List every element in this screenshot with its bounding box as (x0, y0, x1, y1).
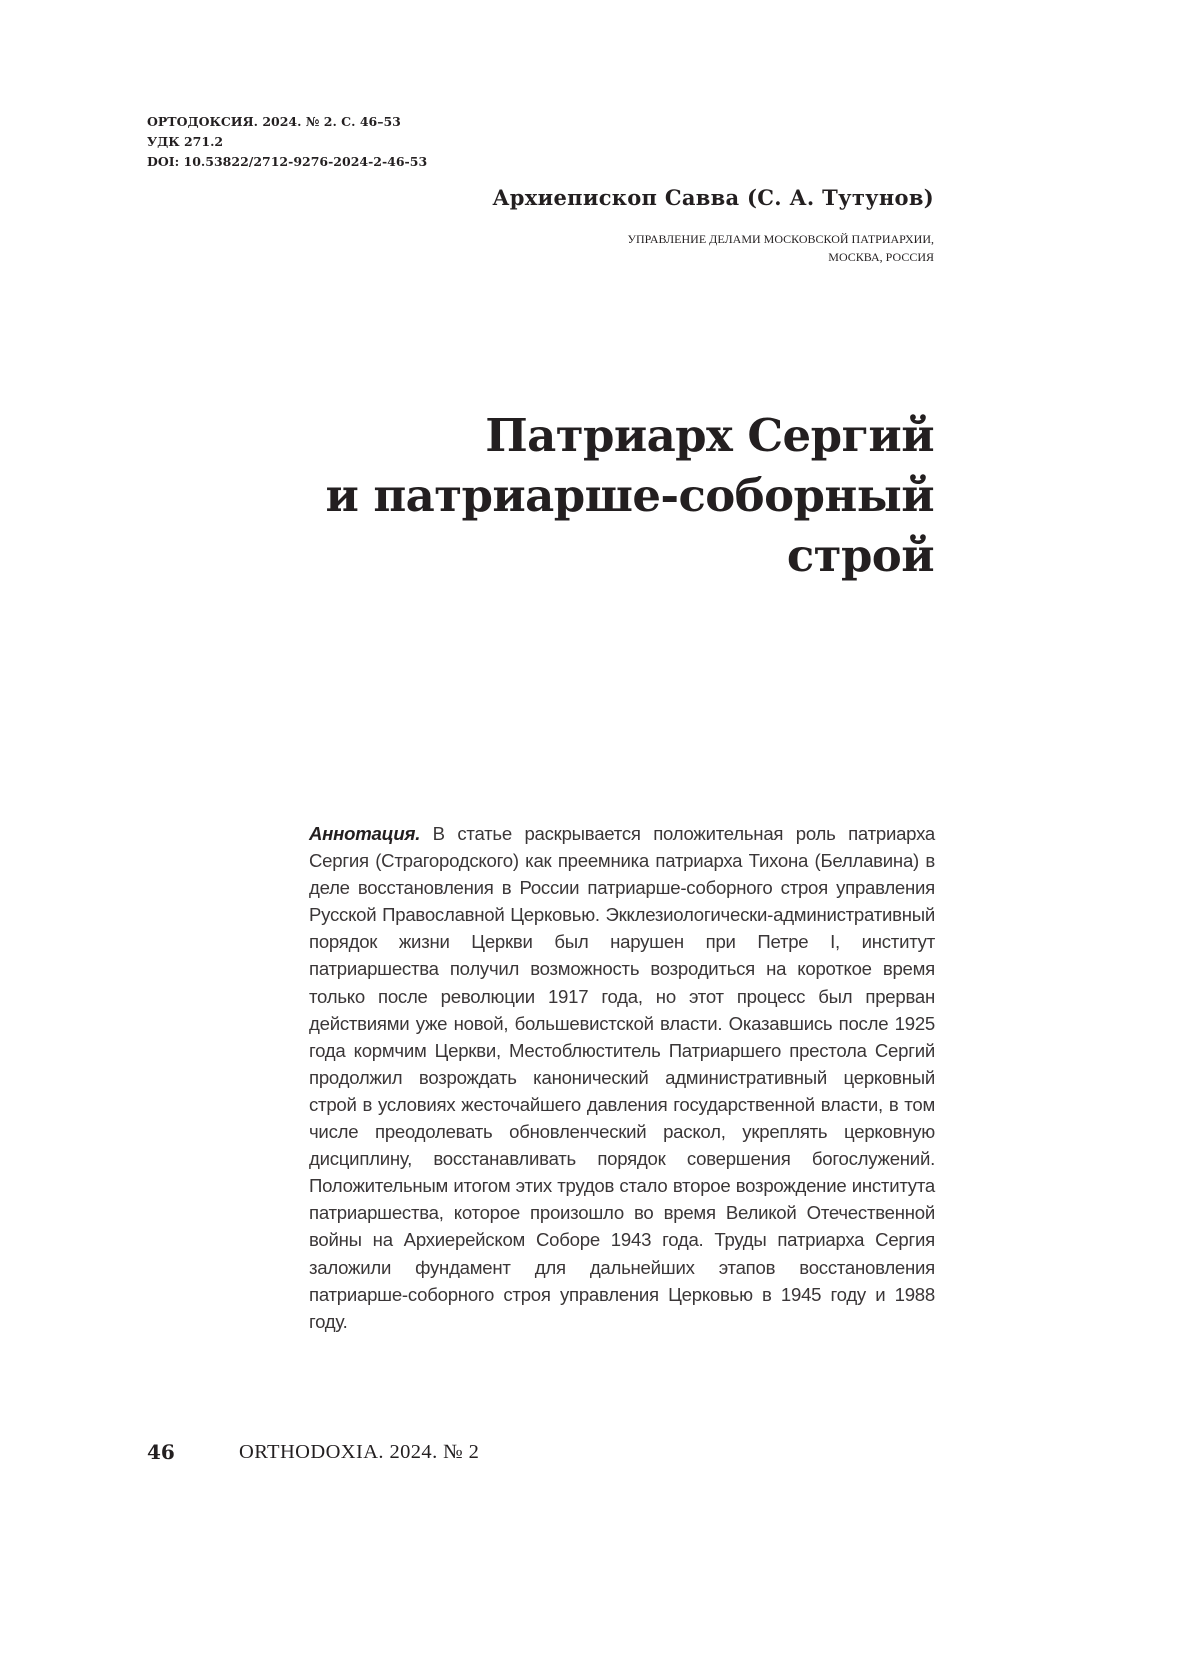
udc-line: УДК 271.2 (147, 134, 224, 149)
title-line-2: и патриарше-соборный (325, 469, 934, 522)
abstract-label: Аннотация. (309, 823, 421, 844)
affiliation-line-1: УПРАВЛЕНИЕ ДЕЛАМИ МОСКОВСКОЙ ПАТРИАРХИИ, (627, 232, 934, 246)
author-name: Архиепископ Савва (С. А. Тутунов) (492, 185, 934, 210)
page-number: 46 (147, 1440, 175, 1464)
author-affiliation (628, 230, 934, 266)
title-line-1: Патриарх Сергий (485, 409, 934, 462)
citation-line: ОРТОДОКСИЯ. 2024. № 2. С. 46–53 (147, 114, 401, 129)
article-metadata (147, 112, 427, 172)
title-line-3: строй (786, 529, 934, 582)
affiliation-line-2: МОСКВА, РОССИЯ (828, 250, 934, 264)
abstract-text: В статье раскрывается положительная роль патриарха Сергия (Страгородского) как преемника патриарха Тихона (Беллавина) в деле восстановления в России патриарше-соборного строя управления Русской Православной Церковью. Экклезиологически-административный порядок жизни Церкви был нарушен при Петре I, институт патриаршества получил возможность возродиться на короткое время только после революции 1917 года, но этот процесс был прерван действиями уже новой, большевистской власти. Оказавшись после 1925 года кормчим Церкви, Местоблюститель Патриаршего престола Сергий продолжил возрождать канонический административный церковный строй в условиях жесточайшего давления государственной власти, в том числе преодолевать обновленческий раскол, укреплять церковную дисциплину, восстанавливать порядок совершения богослужений. Положительным итогом этих трудов стало второе возрождение института патриаршества, которое произошло во время Великой Отечественной войны на Архиерейском Соборе 1943 года. Труды патриарха Сергия заложили фундамент для дальнейших этапов восстановления патриарше-соборного строя управления Церковью в 1945 году и 1988 году. (309, 823, 935, 1332)
article-title (234, 406, 934, 586)
journal-name: ORTHODOXIA. 2024. № 2 (239, 1441, 480, 1463)
doi-line: DOI: 10.53822/2712-9276-2024-2-46-53 (147, 154, 428, 169)
page-footer (147, 1437, 647, 1467)
abstract (309, 820, 935, 1335)
